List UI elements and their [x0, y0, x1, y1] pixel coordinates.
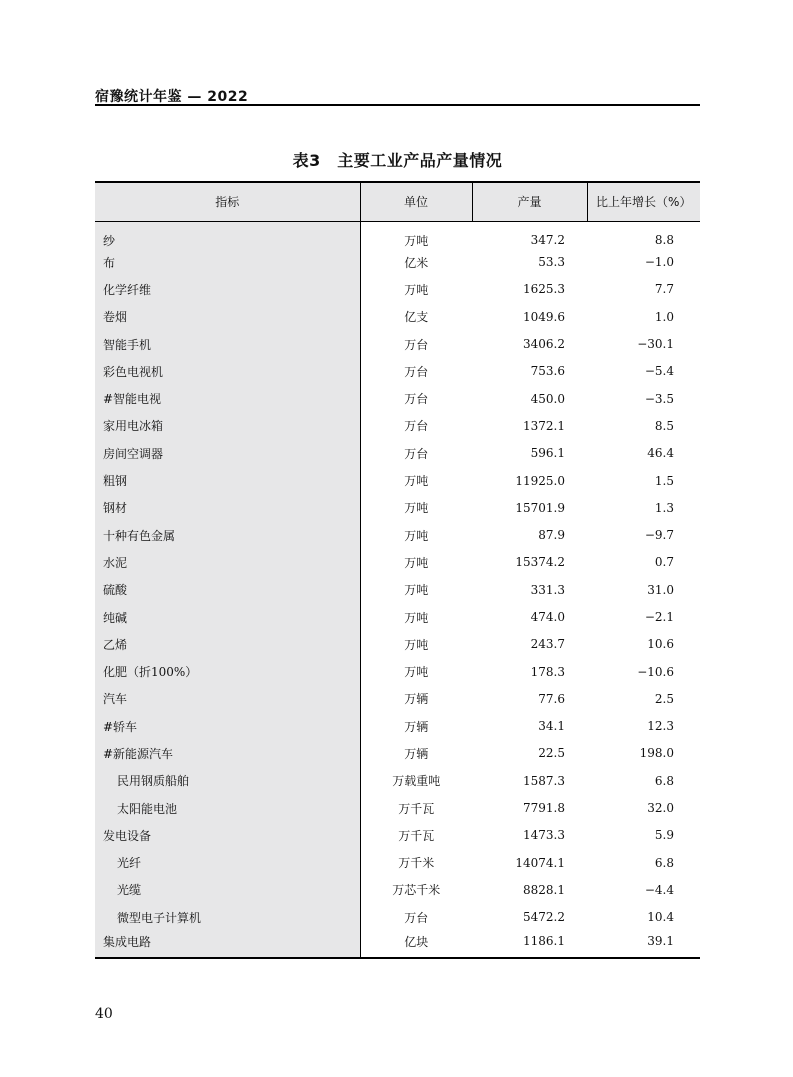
table-row — [95, 467, 700, 494]
table-row — [95, 822, 700, 849]
output-cell: 1625.3 — [523, 282, 565, 297]
growth-cell: 1.5 — [654, 473, 674, 488]
table-row — [95, 303, 700, 330]
table-row — [95, 440, 700, 467]
growth-cell: 6.8 — [654, 773, 674, 788]
indicator-cell: #新能源汽车 — [95, 740, 360, 767]
output-cell: 178.3 — [530, 664, 565, 679]
growth-cell: 39.1 — [587, 931, 700, 958]
indicator-cell: 化肥（折100%） — [95, 658, 360, 685]
column-header-growth: 比上年增长（%） — [587, 182, 700, 221]
output-cell: 15701.9 — [515, 500, 565, 515]
output-cell: 22.5 — [538, 746, 565, 761]
growth-cell: 31.0 — [647, 582, 674, 597]
indicator-cell: 家用电冰箱 — [95, 412, 360, 439]
table-row — [95, 767, 700, 794]
indicator-cell: 彩色电视机 — [95, 358, 360, 385]
indicator-cell: 纯碱 — [95, 603, 360, 630]
table-row — [95, 931, 700, 958]
growth-cell: −1.0 — [644, 255, 674, 270]
table-row — [95, 631, 700, 658]
indicator-cell: 发电设备 — [95, 822, 360, 849]
output-cell: 474.0 — [530, 610, 565, 624]
table-row — [95, 713, 700, 740]
output-cell: 34.1 — [538, 719, 565, 734]
output-cell: 1186.1 — [472, 931, 587, 958]
output-cell: 1587.3 — [523, 773, 565, 788]
growth-cell: 7.7 — [654, 282, 674, 297]
growth-cell: 46.4 — [647, 446, 674, 461]
table-row — [95, 576, 700, 603]
indicator-cell: 房间空调器 — [95, 440, 360, 467]
unit-cell: 万吨 — [404, 233, 429, 248]
growth-cell: 8.8 — [654, 233, 674, 247]
header-rule — [95, 104, 700, 106]
growth-cell: −3.5 — [644, 391, 674, 406]
unit-cell: 万台 — [404, 419, 429, 434]
table-row — [95, 904, 700, 931]
unit-cell: 亿块 — [360, 931, 472, 958]
table-row — [95, 549, 700, 576]
column-header-output: 产量 — [472, 182, 587, 221]
unit-cell: 万芯千米 — [392, 883, 441, 898]
unit-cell: 万台 — [404, 337, 429, 352]
table-header-row — [95, 182, 700, 221]
growth-cell: −9.7 — [644, 528, 674, 543]
growth-cell: 198.0 — [639, 746, 674, 761]
output-cell: 53.3 — [538, 255, 565, 270]
unit-cell: 万辆 — [404, 719, 429, 734]
output-cell: 243.7 — [530, 637, 565, 652]
indicator-cell: 化学纤维 — [95, 276, 360, 303]
growth-cell: 6.8 — [654, 855, 674, 870]
unit-cell: 万吨 — [404, 282, 429, 297]
table-body — [95, 221, 700, 958]
unit-cell: 万吨 — [404, 583, 429, 598]
output-cell: 331.3 — [530, 582, 565, 597]
unit-cell: 万吨 — [404, 555, 429, 570]
indicator-cell: 水泥 — [95, 549, 360, 576]
table-row — [95, 494, 700, 521]
unit-cell: 万台 — [404, 364, 429, 379]
table-row — [95, 276, 700, 303]
output-cell: 450.0 — [530, 391, 565, 406]
growth-cell: 10.6 — [647, 637, 674, 652]
table-row — [95, 849, 700, 876]
output-cell: 596.1 — [530, 446, 565, 461]
growth-cell: −2.1 — [644, 610, 674, 624]
growth-cell: 1.0 — [654, 309, 674, 324]
growth-cell: 1.3 — [654, 500, 674, 515]
growth-cell: 8.5 — [654, 418, 674, 433]
unit-cell: 亿支 — [404, 310, 429, 325]
indicator-cell: 太阳能电池 — [95, 794, 360, 821]
column-header-unit: 单位 — [360, 182, 472, 221]
table-row — [95, 603, 700, 630]
growth-cell: 0.7 — [654, 555, 674, 570]
unit-cell: 万辆 — [404, 692, 429, 707]
indicator-cell: 粗钢 — [95, 467, 360, 494]
indicator-cell: #轿车 — [95, 713, 360, 740]
unit-cell: 万台 — [404, 910, 429, 925]
indicator-cell: #智能电视 — [95, 385, 360, 412]
table-row — [95, 358, 700, 385]
growth-cell: 32.0 — [647, 801, 674, 816]
growth-cell: −10.6 — [637, 664, 674, 679]
indicator-cell: 卷烟 — [95, 303, 360, 330]
unit-cell: 万载重吨 — [392, 774, 441, 789]
output-cell: 8828.1 — [523, 882, 565, 897]
indicator-cell: 硫酸 — [95, 576, 360, 603]
table-row — [95, 658, 700, 685]
output-cell: 77.6 — [538, 691, 565, 706]
table-row — [95, 330, 700, 357]
indicator-cell: 十种有色金属 — [95, 521, 360, 548]
table-row — [95, 385, 700, 412]
output-cell: 347.2 — [530, 233, 565, 247]
output-cell: 753.6 — [530, 364, 565, 379]
output-cell: 1473.3 — [523, 828, 565, 843]
unit-cell: 万千瓦 — [398, 828, 435, 843]
indicator-cell: 智能手机 — [95, 330, 360, 357]
unit-cell: 万吨 — [404, 665, 429, 680]
table-row — [95, 685, 700, 712]
output-cell: 14074.1 — [515, 855, 565, 870]
output-cell: 5472.2 — [523, 910, 565, 925]
unit-cell: 亿米 — [404, 255, 429, 270]
output-cell: 15374.2 — [515, 555, 565, 570]
indicator-cell: 民用钢质船舶 — [95, 767, 360, 794]
unit-cell: 万辆 — [404, 746, 429, 761]
table-row — [95, 412, 700, 439]
growth-cell: −30.1 — [637, 337, 674, 352]
growth-cell: 12.3 — [647, 719, 674, 734]
indicator-cell: 微型电子计算机 — [95, 904, 360, 931]
output-cell: 11925.0 — [515, 473, 565, 488]
growth-cell: −4.4 — [644, 882, 674, 897]
table-row — [95, 740, 700, 767]
unit-cell: 万吨 — [404, 528, 429, 543]
table-row — [95, 249, 700, 276]
indicator-cell: 汽车 — [95, 685, 360, 712]
unit-cell: 万千瓦 — [398, 801, 435, 816]
unit-cell: 万台 — [404, 392, 429, 407]
indicator-cell: 光纤 — [95, 849, 360, 876]
indicator-cell: 布 — [95, 249, 360, 276]
indicator-cell: 钢材 — [95, 494, 360, 521]
column-header-indicator: 指标 — [95, 182, 360, 221]
output-cell: 1372.1 — [523, 418, 565, 433]
unit-cell: 万吨 — [404, 637, 429, 652]
table-row — [95, 794, 700, 821]
unit-cell: 万吨 — [404, 474, 429, 489]
table-row — [95, 221, 700, 249]
table-title: 表3 主要工业产品产量情况 — [292, 151, 503, 170]
indicator-cell: 光缆 — [95, 876, 360, 903]
output-cell: 7791.8 — [523, 801, 565, 816]
output-cell: 1049.6 — [523, 309, 565, 324]
table-row — [95, 521, 700, 548]
page-number: 40 — [95, 1006, 113, 1022]
output-cell: 87.9 — [538, 528, 565, 543]
output-cell: 3406.2 — [523, 337, 565, 352]
industrial-output-table — [95, 181, 700, 959]
unit-cell: 万台 — [404, 446, 429, 461]
running-head-title: 宿豫统计年鉴 — 2022 — [95, 89, 249, 105]
unit-cell: 万吨 — [404, 610, 429, 625]
indicator-cell: 乙烯 — [95, 631, 360, 658]
unit-cell: 万吨 — [404, 501, 429, 516]
table-row — [95, 876, 700, 903]
growth-cell: −5.4 — [644, 364, 674, 379]
indicator-cell: 纱 — [95, 221, 360, 249]
growth-cell: 2.5 — [654, 691, 674, 706]
unit-cell: 万千米 — [398, 856, 435, 871]
growth-cell: 5.9 — [654, 828, 674, 843]
indicator-cell: 集成电路 — [95, 931, 360, 958]
growth-cell: 10.4 — [647, 910, 674, 925]
